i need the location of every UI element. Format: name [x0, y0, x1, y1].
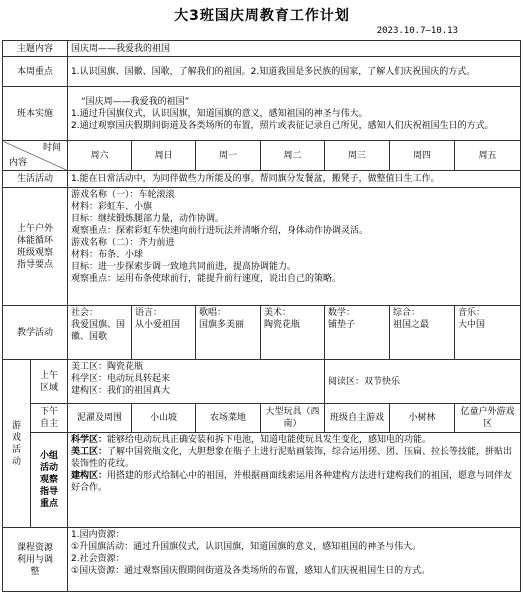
morning-area-label	[31, 360, 68, 404]
morning-areas	[68, 360, 325, 404]
game-label	[3, 360, 31, 528]
afternoon-label-line: 下午	[40, 407, 59, 417]
teaching-subject: 语言：	[135, 308, 163, 318]
summary-content	[68, 433, 521, 528]
class-impl-line: 1.通过升国旗仪式，认识国旗，知道国旗的意义，感知祖国的神圣与伟大。	[71, 108, 368, 119]
morning-area-item: 建构区：我们的祖国真大	[71, 386, 171, 396]
morning-label-line: 区域	[40, 382, 59, 393]
outdoor-line: 目标：继续锻炼腿部力量，动作协调。	[71, 214, 225, 224]
afternoon-area: 小树林	[390, 404, 455, 433]
header-diagonal-cell	[3, 141, 68, 171]
teaching-topic: 国旗多美丽	[199, 320, 245, 330]
game-afternoon-row	[3, 404, 521, 433]
theme-row	[3, 41, 521, 57]
teaching-cell	[390, 306, 455, 360]
game-label-char: 游	[11, 420, 21, 431]
life-value: 1.能在日常活动中，为同伴做些力所能及的事。帮同旗分发餐盆，搬凳子，做整值日生工作。	[68, 171, 521, 188]
outdoor-label-line: 体能循环	[17, 235, 54, 246]
teaching-cell	[132, 306, 196, 360]
class-impl-line: “国庆周——我爱我的祖国”	[81, 96, 190, 107]
summary-label-line: 观察	[40, 475, 59, 485]
summary-label-line: 小组	[40, 451, 59, 461]
day-header-row	[3, 141, 521, 171]
afternoon-area: 班级自主游戏	[325, 404, 390, 433]
resources-label-line: 课程资源	[17, 542, 54, 553]
game-label-char: 活	[11, 444, 21, 455]
teaching-cell	[455, 306, 521, 360]
teaching-subject: 社会：	[71, 308, 99, 318]
outdoor-line: 游戏名称（一）：车轮滚滚	[71, 190, 175, 200]
teaching-row	[3, 306, 521, 360]
afternoon-area: 大型玩具（西南）	[261, 404, 325, 433]
summary-label-line: 重点	[40, 499, 59, 509]
summary-item	[71, 446, 517, 470]
class-impl-label: 班本实施	[3, 87, 68, 141]
outdoor-line: 游戏名称（二）：齐力前进	[71, 238, 175, 248]
header-time: 时间	[43, 143, 62, 153]
outdoor-line: 材料：布条、小球	[71, 250, 144, 260]
resources-label-line: 利用与调	[17, 554, 54, 565]
teaching-topic: 铺垫子	[328, 320, 356, 330]
day-header: 周三	[325, 141, 390, 171]
page-title: 大3班国庆周教育工作计划	[174, 8, 350, 24]
summary-area-text: 用搭建的形式给制心中的祖国，并根据画面线索运用各种建构方法进行建构我们的祖国，愿意与同伴友好合作。	[71, 471, 513, 493]
day-header: 周二	[261, 141, 325, 171]
outdoor-row	[3, 188, 521, 306]
resources-line: 2.社会资源：	[71, 554, 125, 564]
resources-line: 1.园内资源：	[71, 530, 125, 540]
day-header: 周一	[196, 141, 261, 171]
theme-value: 国庆周——我爱我的祖国	[68, 41, 521, 57]
day-header: 周四	[390, 141, 455, 171]
day-header: 周日	[132, 141, 196, 171]
outdoor-line: 目标：进一步探索步调一致地共同前进，提高协调能力。	[71, 262, 297, 272]
teaching-topic: 陶瓷花瓶	[264, 320, 301, 330]
teaching-topic: 祖国之最	[393, 320, 430, 330]
resources-label	[3, 528, 68, 592]
afternoon-area: 小山坡	[132, 404, 196, 433]
class-impl-line: 2.通过观察国庆假期间街道及各类场所的布置，照片或表征记录自己所见，感知人们庆祝祖国生日的方式。	[71, 120, 494, 131]
morning-label-line: 上午	[40, 370, 59, 381]
teaching-subject: 歌唱：	[199, 308, 227, 318]
afternoon-label-line: 自主	[40, 419, 59, 429]
game-morning-row	[3, 360, 521, 404]
resources-content	[68, 528, 521, 592]
teaching-topic: 大中国	[458, 320, 486, 330]
outdoor-label	[3, 188, 68, 306]
plan-table	[2, 40, 521, 592]
reading-area-text: 阅读区：双节快乐	[328, 376, 401, 387]
teaching-cell	[68, 306, 132, 360]
summary-area-name: 美工区：	[71, 447, 108, 457]
teaching-cell	[325, 306, 390, 360]
theme-label: 主题内容	[3, 41, 68, 57]
afternoon-area: 泥濯及周围	[68, 404, 132, 433]
game-summary-row	[3, 433, 521, 528]
class-impl-content	[68, 87, 521, 141]
date-range: 2023.10.7—10.13	[376, 26, 458, 36]
outdoor-content	[68, 188, 521, 306]
class-impl-row	[3, 87, 521, 141]
morning-area-item: 美工区：陶瓷花瓶	[71, 362, 144, 372]
summary-area-text: 能够给电动玩具正确安装和拆下电池，知道电能使玩具发生变化，感知电的功能。	[107, 435, 432, 445]
morning-area-item: 科学区：电动玩具转起来	[71, 374, 171, 384]
teaching-subject: 综合：	[393, 308, 421, 318]
summary-label-line: 指导	[40, 487, 59, 497]
life-row	[3, 171, 521, 188]
teaching-label: 教学活动	[3, 306, 68, 360]
resources-line: ①升国旗活动：通过升国旗仪式，认识国旗，知道国旗的意义，感知祖国的神圣与伟大。	[71, 542, 422, 552]
summary-label-line: 活动	[40, 463, 59, 473]
outdoor-line: 材料：彩虹车、小旗	[71, 202, 153, 212]
afternoon-area: 亿童户外游戏区	[455, 404, 521, 433]
teaching-subject: 美术：	[264, 308, 292, 318]
summary-area-text: 了解中国瓷瓶文化，大胆想象在瓶子上进行泥贴画装饰，综合运用搓、团、压扁、拉长等技能，拼贴出装饰性的花纹。	[71, 447, 513, 469]
teaching-topic: 从小爱祖国	[135, 320, 181, 330]
summary-area-name: 建构区：	[71, 471, 108, 481]
game-label-char: 戏	[11, 432, 21, 443]
outdoor-line: 观察重点：探索彩虹车快速向前行进玩法并清晰介绍，身体动作协调灵活。	[71, 226, 369, 236]
life-label: 生活活动	[3, 171, 68, 188]
resources-label-line: 整	[30, 566, 40, 577]
reading-area	[325, 360, 521, 404]
day-header: 周五	[455, 141, 521, 171]
focus-value: 1.认识国旗、国徽、国歌，了解我们的祖国。2.知道我国是多民族的国家，了解人们庆祝国庆的方式。	[68, 57, 521, 87]
teaching-cell	[261, 306, 325, 360]
game-label-char: 动	[11, 456, 21, 467]
summary-item	[71, 470, 517, 494]
focus-row	[3, 57, 521, 87]
teaching-subject: 音乐：	[458, 308, 486, 318]
resources-line: ①国庆资源：通过观察国庆假期间街道及各类场所的布置，感知人们庆祝祖国生日的方式。	[71, 566, 431, 576]
outdoor-label-line: 班级观察	[17, 247, 54, 258]
focus-label: 本周重点	[3, 57, 68, 87]
afternoon-area: 农场菜地	[196, 404, 261, 433]
teaching-subject: 数学：	[328, 308, 356, 318]
afternoon-label	[31, 404, 68, 433]
header-content: 内容	[9, 158, 28, 168]
teaching-cell	[196, 306, 261, 360]
day-header: 周六	[68, 141, 132, 171]
summary-label	[31, 433, 68, 528]
outdoor-line: 观察重点：运用布条使球前行，能提升前行速度，说出自己的策略。	[71, 274, 342, 284]
summary-item	[71, 434, 517, 446]
outdoor-label-line: 指导要点	[17, 259, 54, 270]
summary-area-name: 科学区：	[71, 435, 108, 445]
teaching-topic: 我爱国旗、国徽、国歌	[71, 320, 126, 342]
outdoor-label-line: 上午户外	[17, 223, 54, 234]
resources-row	[3, 528, 521, 592]
